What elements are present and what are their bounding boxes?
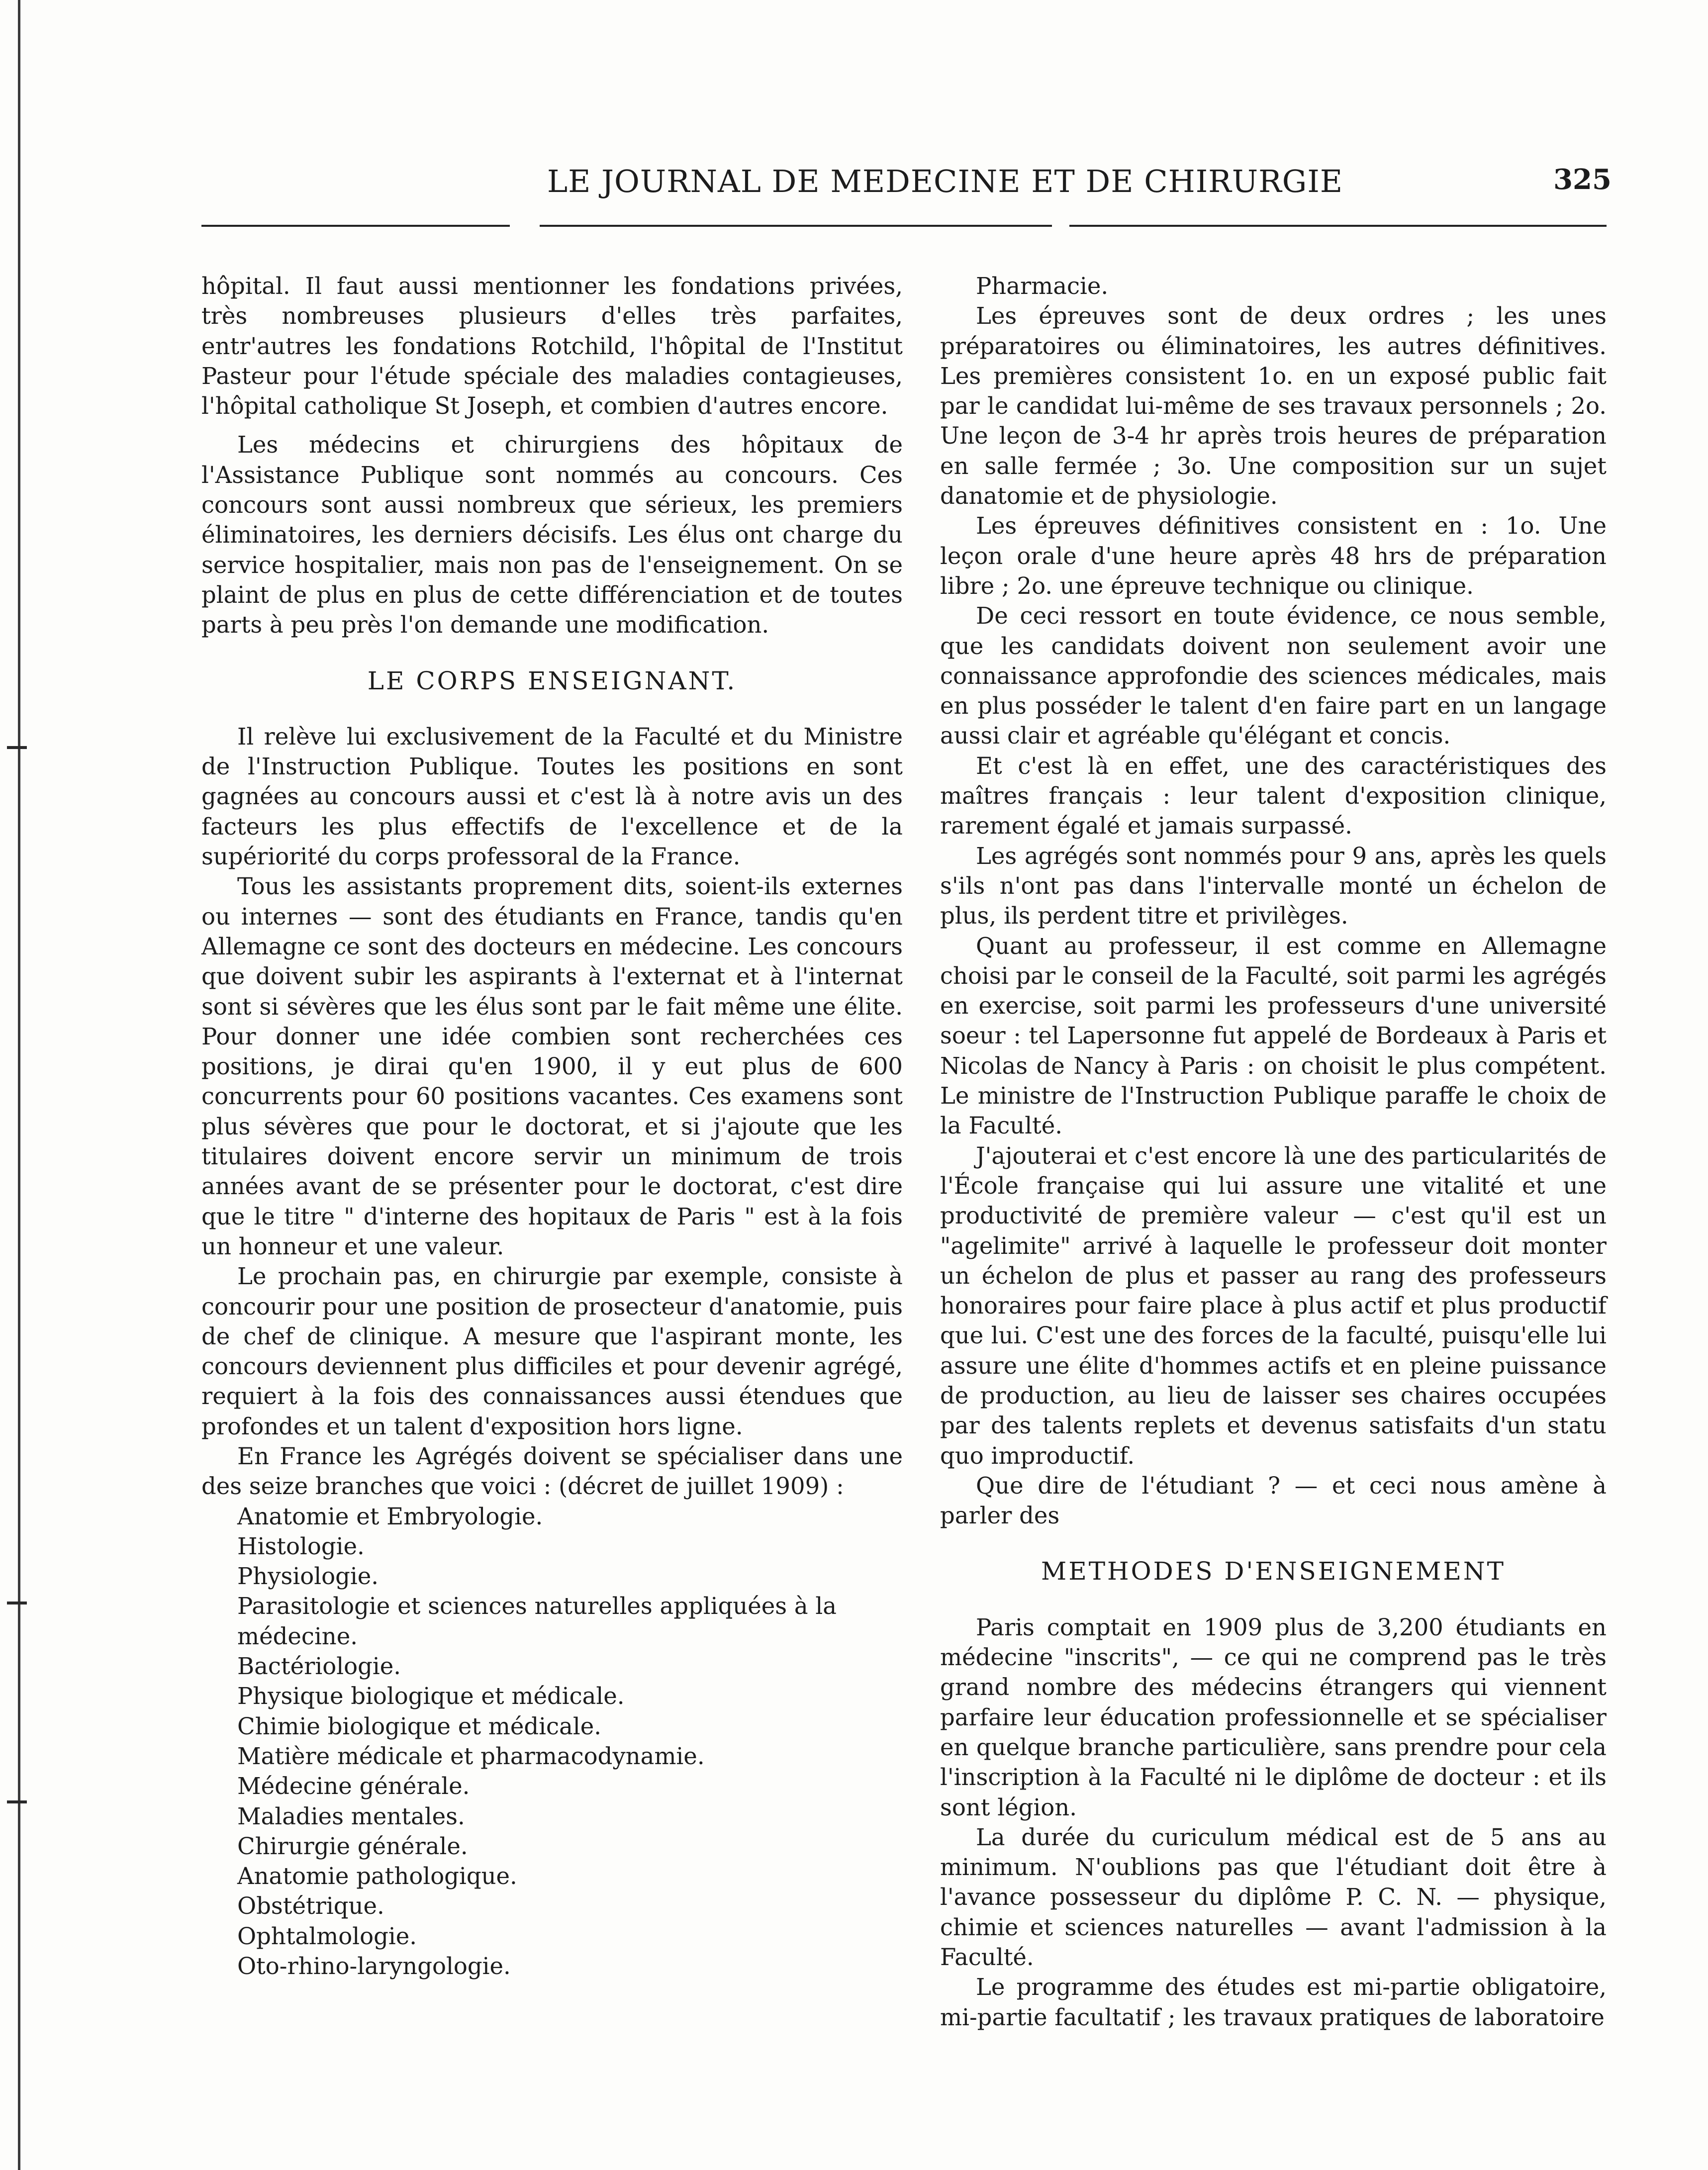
list-item: Bactériologie. <box>237 1653 401 1680</box>
running-header <box>209 158 1612 208</box>
list-item: Anatomie pathologique. <box>237 1863 517 1890</box>
section-heading-methodes-enseignement: METHODES D'ENSEIGNEMENT <box>1041 1557 1506 1586</box>
paragraph: hôpital. Il faut aussi mentionner les fondations privées, très nombreuses plusieurs d'elles très parfaites, entr'autres les fondations Rotchild, l'hôpital de l'Institut Pasteur pour l'étude spéciale des maladies contagieuses, l'hôpital catholique St Joseph, et combien d'autres encore. <box>201 273 903 420</box>
list-item: Physique biologique et médicale. <box>237 1683 625 1710</box>
paragraph: Que dire de l'étudiant ? — et ceci nous amène à parler des <box>940 1472 1607 1529</box>
header-rule-left <box>201 225 510 227</box>
binding-mark <box>7 1800 27 1803</box>
list-item: Parasitologie et sciences naturelles appliquées à la médecine. <box>237 1593 837 1650</box>
binding-mark <box>7 1602 27 1604</box>
paragraph: Les épreuves sont de deux ordres ; les unes préparatoires ou éliminatoires, les autres définitives. Les premières consistent 1o. en un exposé public fait par le candidat lui-même de ses travaux personnels ; 2o. Une leçon de 3-4 hr après trois heures de préparation en salle fermée ; 3o. Une composition sur un sujet danatomie et de physiologie. <box>940 302 1607 510</box>
paragraph: Et c'est là en effet, une des caractéristiques des maîtres français : leur talent d'exposition clinique, rarement égalé et jamais surpassé. <box>940 752 1607 840</box>
list-item: Obstétrique. <box>237 1892 384 1920</box>
paragraph: Il relève lui exclusivement de la Faculté et du Ministre de l'Instruction Publique. Toutes les positions en sont gagnées au concours aussi et c'est là à notre avis un des facteurs les plus effectifs de l'excellence et de la supériorité du corps professoral de la France. <box>201 723 903 870</box>
list-item: Matière médicale et pharmacodynamie. <box>237 1742 705 1770</box>
section-heading-corps-enseignant: LE CORPS ENSEIGNANT. <box>367 666 737 695</box>
paragraph: Paris comptait en 1909 plus de 3,200 étudiants en médecine "inscrits", — ce qui ne comprend pas le très grand nombre des médecins étrangers qui viennent parfaire leur éducation professionnelle et se spécialiser en quelque branche particulière, sans prendre pour cela l'inscription à la Faculté ni le diplôme de docteur : et ils sont légion. <box>940 1613 1607 1821</box>
list-item: Chirurgie générale. <box>237 1832 468 1860</box>
paragraph: Le prochain pas, en chirurgie par exemple, consiste à concourir pour une position de prosecteur d'anatomie, puis de chef de clinique. A mesure que l'aspirant monte, les concours deviennent plus difficiles et pour devenir agrégé, requiert à la fois des connaissances aussi étendues que profondes et un talent d'exposition hors ligne. <box>201 1263 903 1440</box>
list-item: Oto-rhino-laryngologie. <box>237 1953 511 1980</box>
paragraph: La durée du curiculum médical est de 5 ans au minimum. N'oublions pas que l'étudiant doit être à l'avance possesseur du diplôme P. C. N. — physique, chimie et sciences naturelles — avant l'admission à la Faculté. <box>940 1823 1607 1971</box>
paragraph: De ceci ressort en toute évidence, ce nous semble, que les candidats doivent non seulement avoir une connaissance approfondie des sciences médicales, mais en plus posséder le talent d'en faire part en un langage aussi clair et agréable qu'élégant et concis. <box>940 602 1607 750</box>
list-item: Anatomie et Embryologie. <box>237 1503 543 1530</box>
left-column <box>201 271 903 1981</box>
paragraph: J'ajouterai et c'est encore là une des particularités de l'École française qui lui assure une vitalité et une productivité de première valeur — c'est qu'il est un "agelimite" arrivé à laquelle le professeur doit monter un échelon de plus et passer au rang des professeurs honoraires pour faire place à plus actif et plus productif que lui. C'est une des forces de la faculté, puisqu'elle lui assure une élite d'hommes actifs et en pleine puissance de production, au lieu de laisser ses chaires occupées par des talents replets et devenus satisfaits d'un statu quo improductif. <box>940 1142 1607 1469</box>
page-number: 325 <box>1553 163 1612 196</box>
paragraph: Pharmacie. <box>976 273 1109 299</box>
binding-mark <box>7 746 27 749</box>
list-item: Maladies mentales. <box>237 1802 465 1830</box>
paragraph: Le programme des études est mi-partie obligatoire, mi-partie facultatif ; les travaux pratiques de laboratoire <box>940 1974 1607 2031</box>
specialty-branch-list <box>201 1502 903 1981</box>
list-item: Médecine générale. <box>237 1773 470 1800</box>
page-binding-edge <box>18 0 20 2170</box>
list-item: Chimie biologique et médicale. <box>237 1712 601 1740</box>
paragraph: Les agrégés sont nommés pour 9 ans, après les quels s'ils n'ont pas dans l'intervalle monté un échelon de plus, ils perdent titre et privilèges. <box>940 842 1607 930</box>
header-rule-right <box>1069 225 1607 227</box>
paragraph: Les épreuves définitives consistent en : 1o. Une leçon orale d'une heure après 48 hrs de préparation libre ; 2o. une épreuve technique ou clinique. <box>940 512 1607 599</box>
journal-title: LE JOURNAL DE MEDECINE ET DE CHIRURGIE <box>547 163 1343 199</box>
list-item: Histologie. <box>237 1532 365 1560</box>
paragraph: En France les Agrégés doivent se spécialiser dans une des seize branches que voici : (décret de juillet 1909) : <box>201 1442 903 1500</box>
list-item: Ophtalmologie. <box>237 1922 417 1950</box>
list-item: Physiologie. <box>237 1563 379 1590</box>
paragraph: Quant au professeur, il est comme en Allemagne choisi par le conseil de la Faculté, soit parmi les agrégés en exercise, soit parmi les professeurs d'une université soeur : tel Lapersonne fut appelé de Bordeaux à Paris et Nicolas de Nancy à Paris : on choisit le plus compétent. Le ministre de l'Instruction Publique paraffe le choix de la Faculté. <box>940 932 1607 1139</box>
right-column <box>940 271 1607 2032</box>
paragraph: Tous les assistants proprement dits, soient-ils externes ou internes — sont des étudiants en France, tandis qu'en Allemagne ce sont des docteurs en médecine. Les concours que doivent subir les aspirants à l'externat et à l'internat sont si sévères que les élus sont par le fait même une élite. Pour donner une idée combien sont recherchées ces positions, je dirai qu'en 1900, il y eut plus de 600 concurrents pour 60 positions vacantes. Ces examens sont plus sévères que pour le doctorat, et si j'ajoute que les titulaires doivent encore servir un minimum de trois années avant de se présenter pour le doctorat, c'est dire que le titre " d'interne des hopitaux de Paris " est à la fois un honneur et une valeur. <box>201 873 903 1260</box>
paragraph: Les médecins et chirurgiens des hôpitaux de l'Assistance Publique sont nommés au concours. Ces concours sont aussi nombreux que sérieux, les premiers éliminatoires, les derniers décisifs. Les élus ont charge du service hospitalier, mais non pas de l'enseignement. On se plaint de plus en plus de cette différenciation et de toutes parts à peu près l'on demande une modification. <box>201 431 903 639</box>
header-rule-center <box>540 225 1052 227</box>
